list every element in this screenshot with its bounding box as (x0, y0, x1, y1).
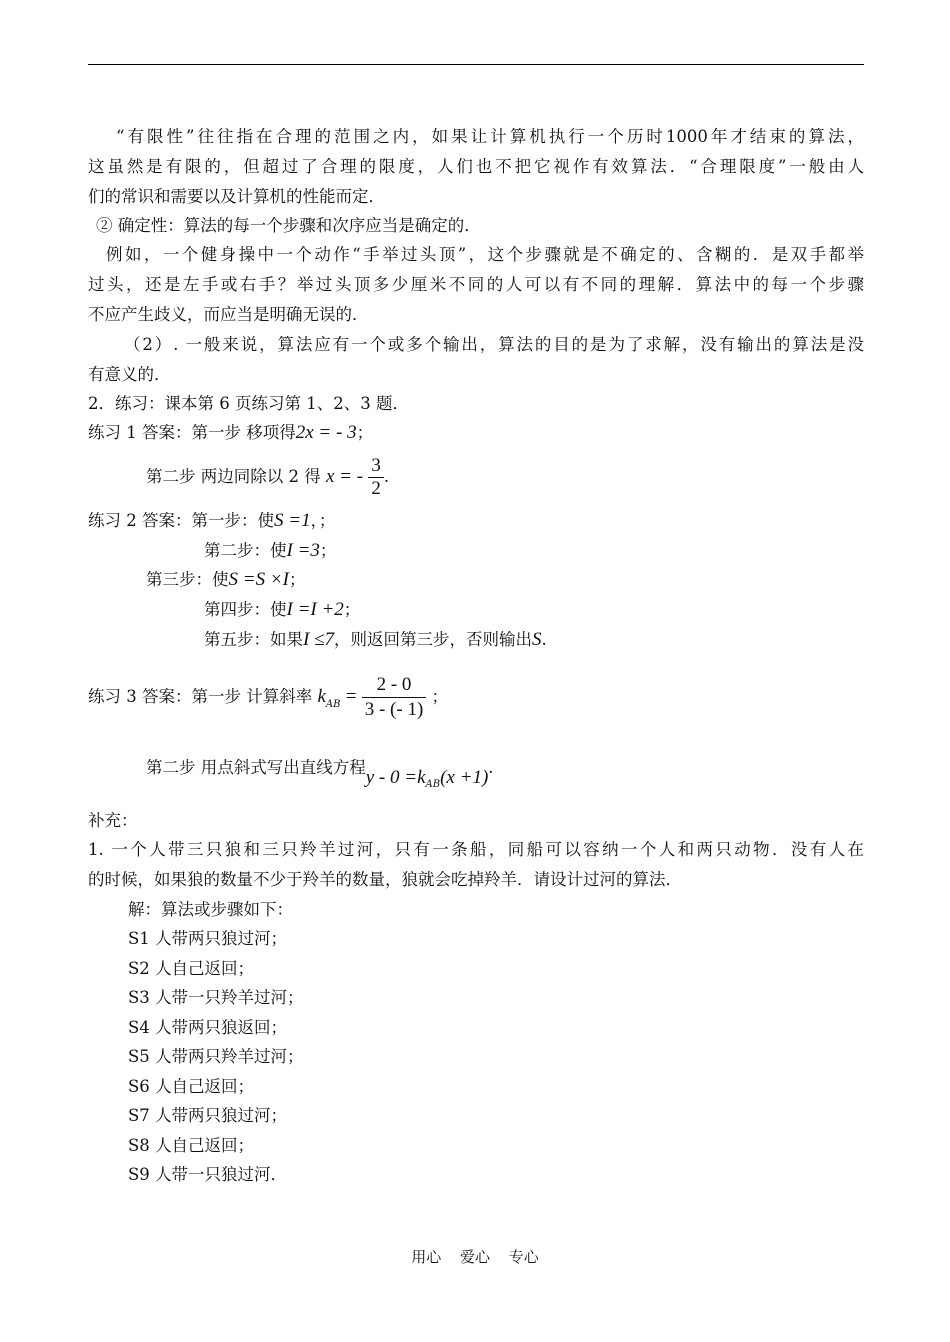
exercise2-step1-end: ，； (310, 511, 336, 530)
exercise1-step2-x: x = - (325, 466, 364, 487)
slope-numerator: 2 - 0 (376, 674, 412, 695)
para-finiteness-line2: 这虽然是有限的，但超过了合理的限度，人们也不把它视作有效算法．“合理限度”一般由人 (88, 157, 864, 176)
exercise2-step3-end: ； (288, 570, 306, 589)
exercise1-fraction (368, 455, 384, 500)
exercise2-step2-end: ； (319, 541, 337, 560)
fraction-numerator: 3 (371, 455, 381, 476)
solution-step: S8 人自己返回； (128, 1136, 255, 1155)
supplement-heading: 补充： (88, 811, 138, 830)
solution-intro: 解：算法或步骤如下： (128, 900, 293, 919)
header-rule (88, 64, 864, 65)
exercise2-step3 (146, 567, 305, 593)
exercise3-step2 (146, 748, 494, 791)
exercise2-step1-math: S =1 (274, 510, 311, 531)
fraction-denominator: 2 (368, 477, 384, 500)
exercise1-step2-label: 第二步 两边同除以 2 得 (146, 467, 321, 486)
solution-step: S9 人带一只狼过河． (128, 1165, 288, 1184)
slope-denominator: 3 - (- 1) (362, 697, 427, 722)
line-equation-subscript: AB (425, 779, 441, 790)
exercise2-step4-math: I =I +2 (286, 599, 344, 620)
exercise2-step5-mid: ，则返回第三步，否则输出 (334, 630, 533, 649)
exercise3-step1-label: 练习 3 答案：第一步 计算斜率 (88, 687, 313, 706)
exercise3-step2-end: . (488, 758, 494, 777)
exercise2-step4 (204, 597, 360, 623)
exercise2-step4-end: ； (343, 600, 361, 619)
exercise2-step4-label: 第四步：使 (204, 600, 287, 619)
solution-step: S4 人带两只狼返回； (128, 1018, 288, 1037)
para-finiteness-line1: “有限性”往往指在合理的范围之内，如果让计算机执行一个历时1000年才结束的算法， (116, 127, 864, 146)
exercise1-step1-end: ； (356, 423, 374, 442)
solution-step: S7 人带两只狼过河； (128, 1106, 288, 1125)
solution-step: S6 人自己返回； (128, 1077, 255, 1096)
line-equation-right: (x +1) (440, 767, 489, 788)
exercise2-step5 (204, 627, 547, 653)
example-line1: 例如，一个健身操中一个动作“手举过头顶”，这个步骤就是不确定的、含糊的．是双手都举 (106, 245, 864, 264)
exercise2-step1 (88, 508, 335, 534)
slope-subscript: AB (325, 699, 341, 710)
line-equation-left: y - 0 = (365, 767, 418, 788)
exercise2-step2 (204, 538, 336, 564)
exercise1-step1-equation: 2x = - 3 (295, 422, 357, 443)
exercise3-step1 (88, 668, 448, 729)
exercise1-step2 (146, 452, 389, 502)
exercise2-step3-math: S =S ×I (228, 569, 289, 590)
practice-heading: 2．练习：课本第 6 页练习第 1、2、3 题． (88, 394, 409, 413)
exercise2-step5-var: S (532, 629, 542, 650)
page-footer: 用心 爱心 专心 (411, 1248, 539, 1266)
supplement-problem-line2: 的时候，如果狼的数量不少于羚羊的数量，狼就会吃掉羚羊．请设计过河的算法． (88, 870, 682, 889)
supplement-problem-line1: 1. 一个人带三只狼和三只羚羊过河，只有一条船，同船可以容纳一个人和两只动物．没有人在 (88, 840, 864, 859)
exercise3-step2-label: 第二步 用点斜式写出直线方程 (146, 758, 366, 777)
output-line2: 有意义的． (88, 365, 171, 384)
exercise2-step5-end: . (541, 630, 547, 649)
exercise2-step5-math: I ≤7 (303, 629, 335, 650)
item-definiteness: ② 确定性：算法的每一个步骤和次序应当是确定的． (96, 216, 481, 235)
slope-fraction (362, 673, 427, 722)
slope-equals: = (345, 686, 357, 707)
solution-step: S2 人自己返回； (128, 959, 255, 978)
slope-k: k (317, 686, 326, 707)
exercise1-step1 (88, 420, 373, 446)
exercise1-step1-label: 练习 1 答案：第一步 移项得 (88, 423, 296, 442)
exercise2-step2-math: I =3 (286, 540, 320, 561)
line-equation-k: k (417, 767, 426, 788)
solution-step: S1 人带两只狼过河； (128, 929, 288, 948)
solution-step: S3 人带一只羚羊过河； (128, 988, 304, 1007)
solution-step: S5 人带两只羚羊过河； (128, 1047, 304, 1066)
exercise1-step2-end: . (383, 467, 390, 486)
exercise2-step2-label: 第二步：使 (204, 541, 287, 560)
exercise2-step1-label: 练习 2 答案：第一步：使 (88, 511, 274, 530)
example-line3: 不应产生歧义，而应当是明确无误的． (88, 305, 369, 324)
output-line1: （2）. 一般来说，算法应有一个或多个输出，算法的目的是为了求解，没有输出的算法是没 (124, 335, 864, 354)
exercise2-step5-label: 第五步：如果 (204, 630, 303, 649)
exercise2-step3-label: 第三步：使 (146, 570, 229, 589)
para-finiteness-line3: 们的常识和需要以及计算机的性能而定． (88, 187, 385, 206)
example-line2: 过头，还是左手或右手？举过头顶多少厘米不同的人可以有不同的理解．算法中的每一个步骤 (88, 275, 864, 294)
exercise3-step1-end: ； (431, 687, 449, 706)
